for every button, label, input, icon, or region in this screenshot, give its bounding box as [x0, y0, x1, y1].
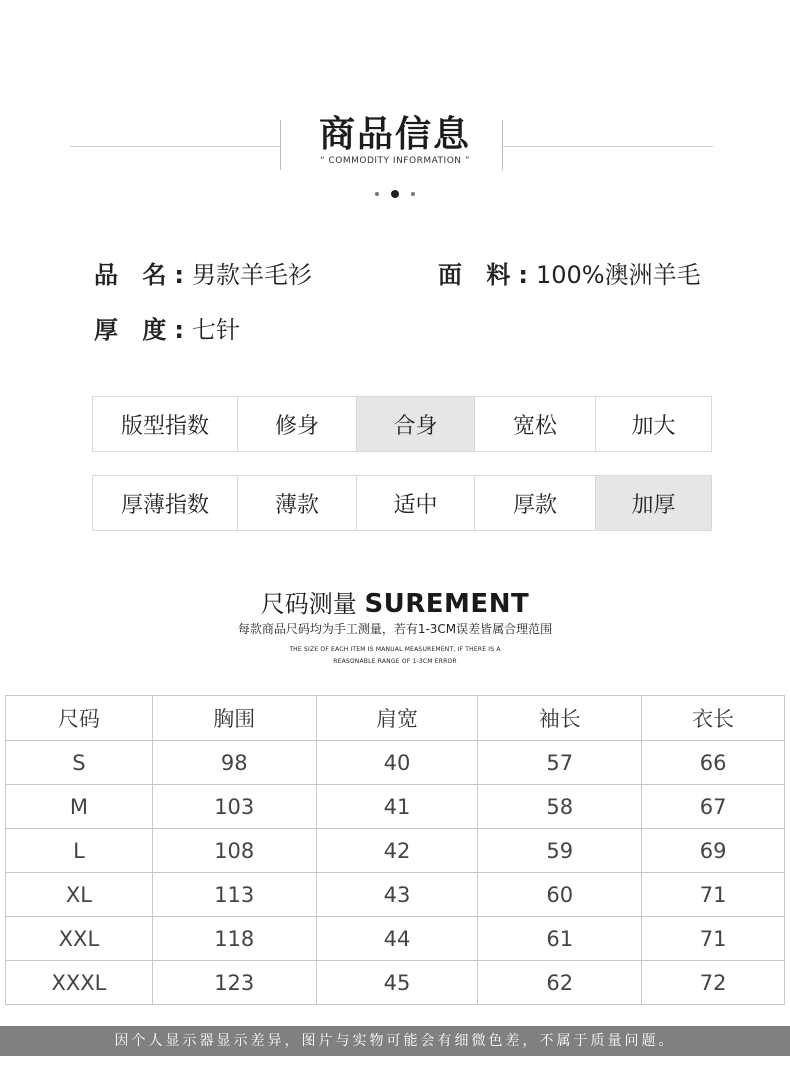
table-cell: 41	[316, 785, 478, 829]
dot-indicator	[411, 192, 415, 196]
table-cell: 103	[152, 785, 316, 829]
info-value: 男款羊毛衫	[191, 261, 312, 289]
measurement-note-en-1: THE SIZE OF EACH ITEM IS MANUAL MEASUREMENT, IF THERE IS A	[289, 646, 501, 653]
fit-option: 宽松	[474, 397, 595, 451]
page-title: 商品信息	[318, 114, 471, 155]
column-header: 尺码	[6, 696, 153, 741]
table-cell: 72	[642, 961, 785, 1005]
thickness-index-label: 厚薄指数	[120, 492, 209, 518]
table-cell: 40	[316, 741, 478, 785]
thickness-option-selected: 加厚	[595, 476, 711, 530]
table-cell: 71	[642, 917, 785, 961]
measurement-title-en: SUREMENT	[364, 589, 530, 619]
table-cell: 123	[152, 961, 316, 1005]
measurement-note-en-2: REASONABLE RANGE OF 1-3CM ERROR	[333, 658, 457, 665]
table-cell: 61	[478, 917, 642, 961]
page-subtitle: “ COMMODITY INFORMATION ”	[319, 156, 471, 166]
fit-index-label: 版型指数	[120, 413, 209, 439]
measurement-title-cn: 尺码测量	[260, 590, 357, 618]
table-cell: 118	[152, 917, 316, 961]
table-header-row	[6, 696, 785, 741]
measurement-title	[0, 584, 790, 619]
fit-option: 修身	[237, 397, 356, 451]
thickness-index-table	[92, 475, 712, 531]
info-label: 面 料:	[438, 261, 536, 289]
thickness-option: 薄款	[237, 476, 356, 530]
info-value: 100%澳洲羊毛	[535, 261, 701, 289]
fit-index-table	[92, 396, 712, 452]
table-row	[6, 741, 785, 785]
column-header: 袖长	[478, 696, 642, 741]
table-row	[6, 829, 785, 873]
table-row	[6, 873, 785, 917]
dot-indicator	[375, 192, 379, 196]
info-label: 厚 度:	[94, 316, 192, 344]
thickness-option: 厚款	[474, 476, 595, 530]
size-table	[5, 695, 785, 1005]
table-cell: 66	[642, 741, 785, 785]
table-cell: S	[6, 741, 153, 785]
table-cell: 113	[152, 873, 316, 917]
table-cell: 71	[642, 873, 785, 917]
table-cell: 57	[478, 741, 642, 785]
table-cell: XXXL	[6, 961, 153, 1005]
info-label: 品 名:	[94, 261, 192, 289]
table-cell: M	[6, 785, 153, 829]
table-cell: XXL	[6, 917, 153, 961]
disclaimer-footer: 因个人显示器显示差异，图片与实物可能会有细微色差，不属于质量问题。	[0, 1026, 790, 1056]
table-cell: 98	[152, 741, 316, 785]
thickness-option: 适中	[356, 476, 474, 530]
pagination-dots	[0, 183, 790, 202]
table-cell: 108	[152, 829, 316, 873]
info-value: 七针	[191, 316, 240, 344]
table-cell: 58	[478, 785, 642, 829]
measurement-note: 每款商品尺码均为手工测量，若有1-3CM误差皆属合理范围	[237, 622, 553, 636]
fit-option-selected: 合身	[356, 397, 474, 451]
table-cell: L	[6, 829, 153, 873]
column-header: 胸围	[152, 696, 316, 741]
info-thickness	[94, 310, 240, 345]
table-row	[6, 785, 785, 829]
table-cell: 69	[642, 829, 785, 873]
fit-option: 加大	[595, 397, 711, 451]
table-cell: 43	[316, 873, 478, 917]
column-header: 衣长	[642, 696, 785, 741]
table-cell: 67	[642, 785, 785, 829]
dot-indicator-active	[391, 190, 399, 198]
table-cell: 44	[316, 917, 478, 961]
table-row	[6, 917, 785, 961]
table-cell: 59	[478, 829, 642, 873]
info-product-name	[94, 255, 312, 290]
table-cell: 62	[478, 961, 642, 1005]
table-cell: 45	[316, 961, 478, 1005]
table-cell: XL	[6, 873, 153, 917]
table-cell: 42	[316, 829, 478, 873]
column-header: 肩宽	[316, 696, 478, 741]
table-row	[6, 961, 785, 1005]
table-cell: 60	[478, 873, 642, 917]
info-material	[438, 255, 701, 290]
